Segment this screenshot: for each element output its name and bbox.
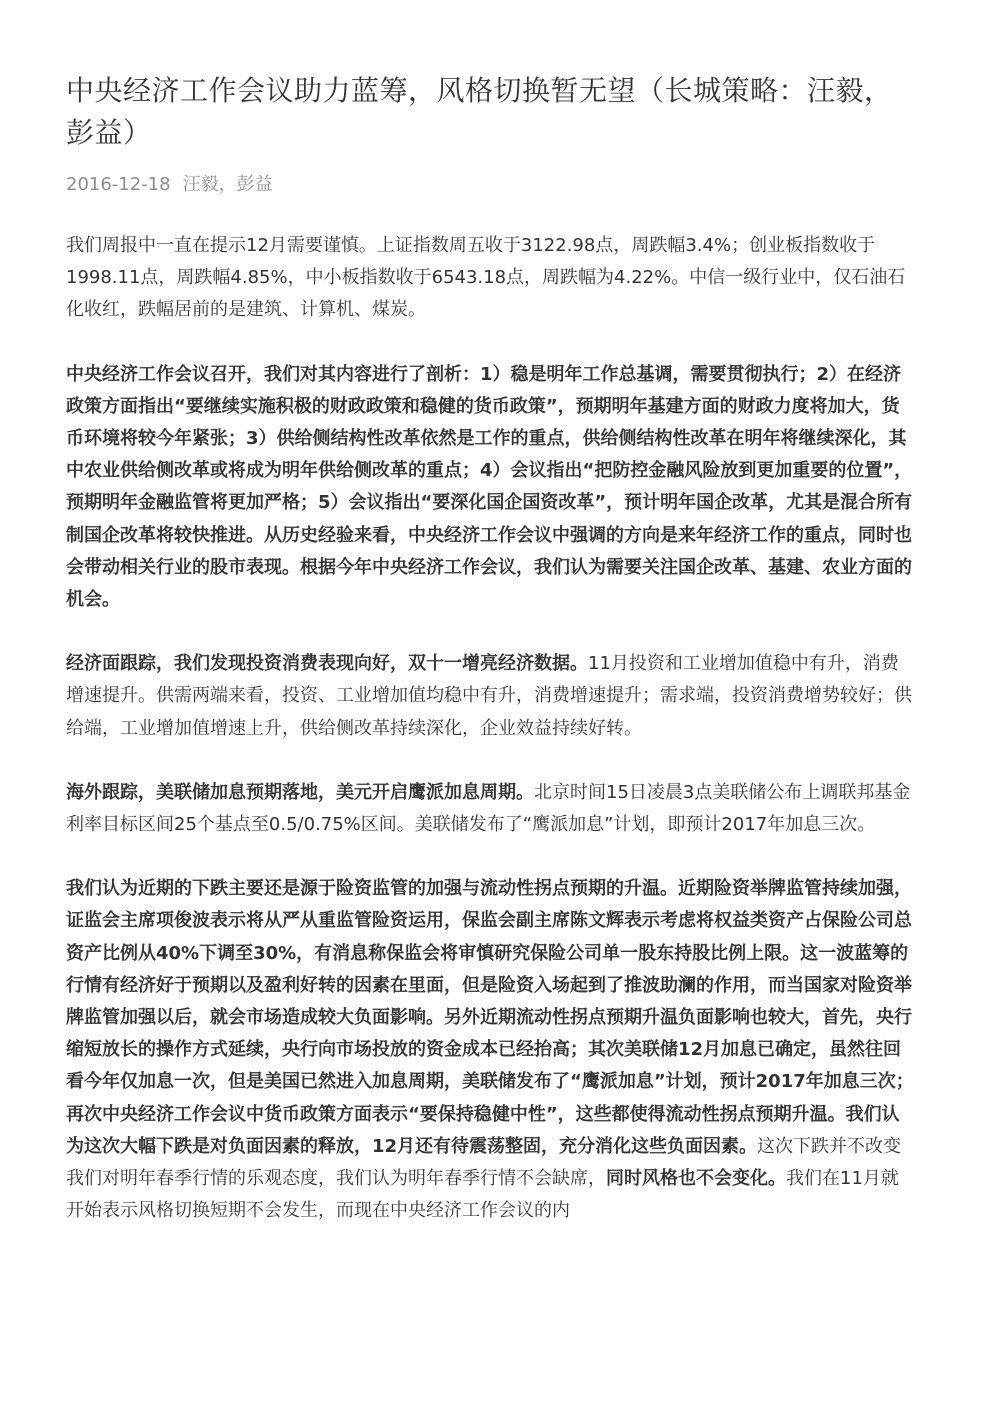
article-body xyxy=(66,230,916,1227)
text-segment: 北京时间15日凌晨3点美联储公布上调联邦基金利率目标区间25个基点至0.5/0.75%区间。美联储发布了“鹰派加息”计划，即预计2017年加息三次。 xyxy=(66,781,911,836)
publish-date: 2016-12-18 xyxy=(66,174,171,195)
bold-text-segment: 同时风格也不会变化。 xyxy=(606,1168,786,1190)
bold-text-segment: 中央经济工作会议召开，我们对其内容进行了剖析：1）稳是明年工作总基调，需要贯彻执行；2）在经济政策方面指出“要继续实施积极的财政政策和稳健的货币政策”，预期明年基建方面的财政力度将加大，货币环境将较今年紧张；3）供给侧结构性改革依然是工作的重点，供给侧结构性改革在明年将继续深化，其中农业供给侧改革或将成为明年供给侧改革的重点；4）会议指出“把防控金融风险放到更加重要的位置”，预期明年金融监管将更加严格；5）会议指出“要深化国企国资改革”，预计明年国企改革，尤其是混合所有制国企改革将较快推进。从历史经验来看，中央经济工作会议中强调的方向是来年经济工作的重点，同时也会带动相关行业的股市表现。根据今年中央经济工作会议，我们认为需要关注国企改革、基建、农业方面的机会。 xyxy=(66,363,913,611)
body-paragraph xyxy=(66,359,916,617)
bold-text-segment: 海外跟踪，美联储加息预期落地，美元开启鹰派加息周期。 xyxy=(66,781,534,803)
author-names: 汪毅，彭益 xyxy=(182,174,273,195)
article xyxy=(66,70,916,1259)
text-segment: 我们周报中一直在提示12月需要谨慎。上证指数周五收于3122.98点，周跌幅3.4%；创业板指数收于1998.11点，周跌幅4.85%，中小板指数收于6543.18点，周跌幅为4.22%。中信一级行业中，仅石油石化收红，跌幅居前的是建筑、计算机、煤炭。 xyxy=(66,235,906,321)
body-paragraph xyxy=(66,873,916,1227)
article-meta xyxy=(66,172,916,198)
bold-text-segment: 经济面跟踪，我们发现投资消费表现向好，双十一增亮经济数据。 xyxy=(66,653,588,675)
body-paragraph xyxy=(66,777,916,841)
body-paragraph xyxy=(66,648,916,745)
article-title: 中央经济工作会议助力蓝筹，风格切换暂无望（长城策略：汪毅，彭益） xyxy=(66,74,893,149)
body-paragraph xyxy=(66,230,916,327)
text-segment: 11月投资和工业增加值稳中有升，消费增速提升。供需两端来看，投资、工业增加值均稳中有升，消费增速提升；需求端，投资消费增势较好；供给端，工业增加值增速上升，供给侧改革持续深化，企业效益持续好转。 xyxy=(66,653,912,739)
text-segment: 这次下跌并不改变我们对明年春季行情的乐观态度，我们认为明年春季行情不会缺席， xyxy=(66,1135,902,1190)
text-segment: 我们在11月就开始表示风格切换短期不会发生，而现在中央经济工作会议的内 xyxy=(66,1168,899,1222)
bold-text-segment: 我们认为近期的下跌主要还是源于险资监管的加强与流动性拐点预期的升温。近期险资举牌监管持续加强，证监会主席项俊波表示将从严从重监管险资运用，保监会副主席陈文辉表示考虑将权益类资产占保险公司总资产比例从40%下调至30%，有消息称保监会将审慎研究保险公司单一股东持股比例上限。这一波蓝筹的行情有经济好于预期以及盈利好转的因素在里面，但是险资入场起到了推波助澜的作用，而当国家对险资举牌监管加强以后，就会市场造成较大负面影响。另外近期流动性拐点预期升温负面影响也较大，首先，央行缩短放长的操作方式延续，央行向市场投放的资金成本已经抬高；其次美联储12月加息已确定，虽然往回看今年仅加息一次，但是美国已然进入加息周期，美联储发布了“鹰派加息”计划，预计2017年加息三次；再次中央经济工作会议中货币政策方面表示“要保持稳健中性”，这些都使得流动性拐点预期升温。我们认为这次大幅下跌是对负面因素的释放，12月还有待震荡整固，充分消化这些负面因素。 xyxy=(66,878,914,1157)
